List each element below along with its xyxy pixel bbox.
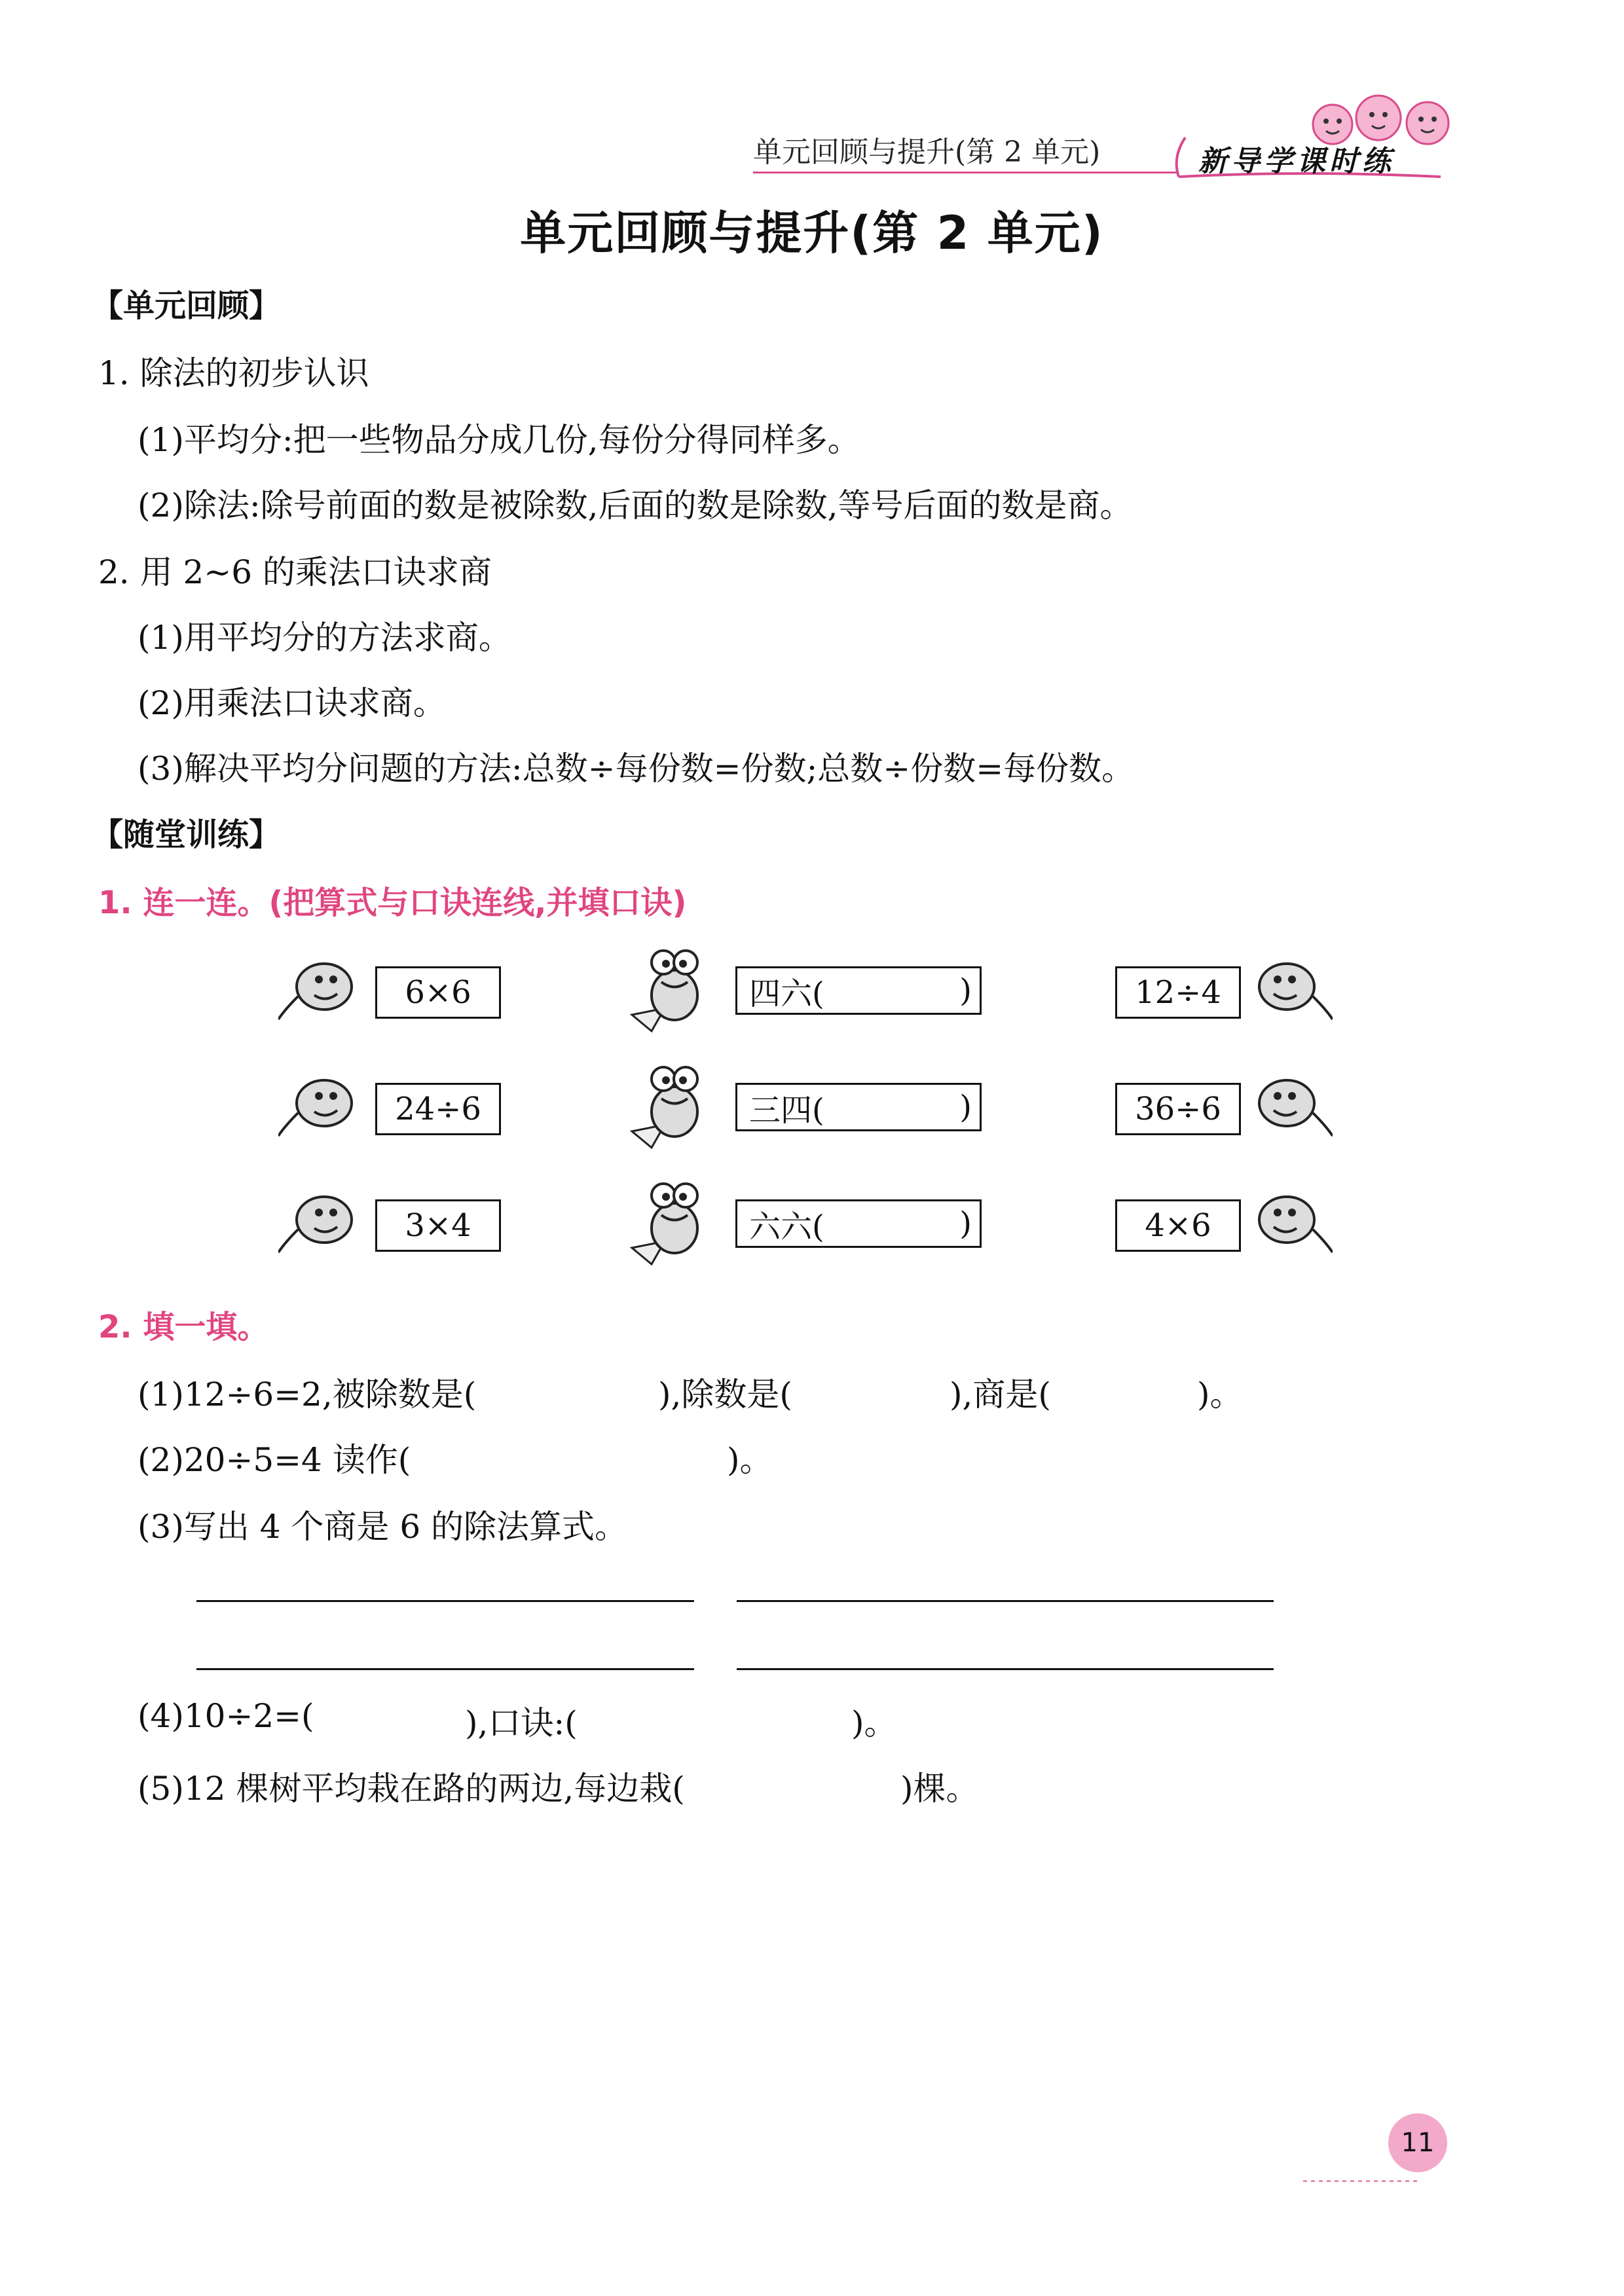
oral-text: 三四( (749, 1091, 824, 1129)
review-item-1-1: (1)平均分:把一些物品分成几份,每份分得同样多。 (138, 421, 860, 459)
q2-part-2-b: )。 (727, 1441, 773, 1479)
q2-part-4-c: )。 (851, 1704, 897, 1742)
q2-part-4-b: ),口诀:( (465, 1704, 578, 1742)
tadpole-icon (1254, 1190, 1333, 1256)
q2-part-2-a: (2)20÷5=4 读作( (138, 1441, 411, 1479)
tadpole-icon (278, 957, 357, 1023)
right-card-3[interactable]: 4×6 (1115, 1199, 1241, 1252)
right-card-2[interactable]: 36÷6 (1115, 1083, 1241, 1135)
page-number-dots (1303, 2180, 1421, 2182)
review-item-1-2: (2)除法:除号前面的数是被除数,后面的数是除数,等号后面的数是商。 (138, 486, 1133, 524)
oral-text: 六六( (749, 1208, 824, 1245)
oral-card-1[interactable] (735, 966, 982, 1015)
q1-title: 1. 连一连。(把算式与口诀连线,并填口诀) (98, 884, 687, 921)
left-card-3[interactable]: 3×4 (375, 1199, 501, 1252)
answer-line-1[interactable] (196, 1600, 694, 1602)
review-item-2-2: (2)用乘法口诀求商。 (138, 684, 446, 722)
frog-icon (625, 1059, 724, 1151)
left-card-1[interactable]: 6×6 (375, 966, 501, 1019)
review-item-2: 2. 用 2~6 的乘法口诀求商 (98, 553, 492, 591)
review-item-2-1: (1)用平均分的方法求商。 (138, 619, 511, 657)
oral-card-2[interactable] (735, 1083, 982, 1131)
frog-icon (625, 1176, 724, 1267)
tadpole-icon (1254, 957, 1333, 1023)
close-paren: ) (959, 1089, 972, 1125)
close-paren: ) (959, 1205, 972, 1242)
tadpole-icon (278, 1074, 357, 1139)
left-card-2[interactable]: 24÷6 (375, 1083, 501, 1135)
answer-line-4[interactable] (737, 1668, 1274, 1670)
answer-line-2[interactable] (737, 1600, 1274, 1602)
practice-heading: 【随堂训练】 (92, 816, 281, 853)
q2-part-5-a: (5)12 棵树平均栽在路的两边,每边栽( (138, 1770, 685, 1808)
q2-part-1-a: (1)12÷6=2,被除数是( (138, 1376, 477, 1413)
q2-part-1-b: ),除数是( (658, 1376, 792, 1413)
kids-faces-logo (1303, 92, 1473, 151)
page-number: 11 (1388, 2113, 1447, 2172)
close-paren: ) (959, 972, 972, 1009)
oral-card-3[interactable] (735, 1199, 982, 1248)
review-item-2-3: (3)解决平均分问题的方法:总数÷每份数=份数;总数÷份数=每份数。 (138, 750, 1135, 788)
frog-icon (625, 943, 724, 1034)
q2-part-1-c: ),商是( (950, 1376, 1051, 1413)
q2-part-4-a: (4)10÷2=( (138, 1697, 314, 1735)
tadpole-icon (1254, 1074, 1333, 1139)
oral-text: 四六( (749, 975, 824, 1012)
review-item-1: 1. 除法的初步认识 (98, 354, 369, 392)
q2-part-3: (3)写出 4 个商是 6 的除法算式。 (138, 1508, 628, 1546)
right-card-1[interactable]: 12÷4 (1115, 966, 1241, 1019)
answer-line-3[interactable] (196, 1668, 694, 1670)
running-header: 单元回顾与提升(第 2 单元) (753, 136, 1101, 169)
q2-part-5-b: )棵。 (900, 1770, 979, 1808)
review-heading: 【单元回顾】 (92, 287, 281, 324)
tadpole-icon (278, 1190, 357, 1256)
page-title: 单元回顾与提升(第 2 单元) (520, 206, 1104, 260)
header-rule (753, 172, 1179, 173)
brand-name: 新导学课时练 (1198, 145, 1395, 178)
q2-title: 2. 填一填。 (98, 1309, 269, 1345)
q2-part-1-d: )。 (1197, 1376, 1243, 1413)
